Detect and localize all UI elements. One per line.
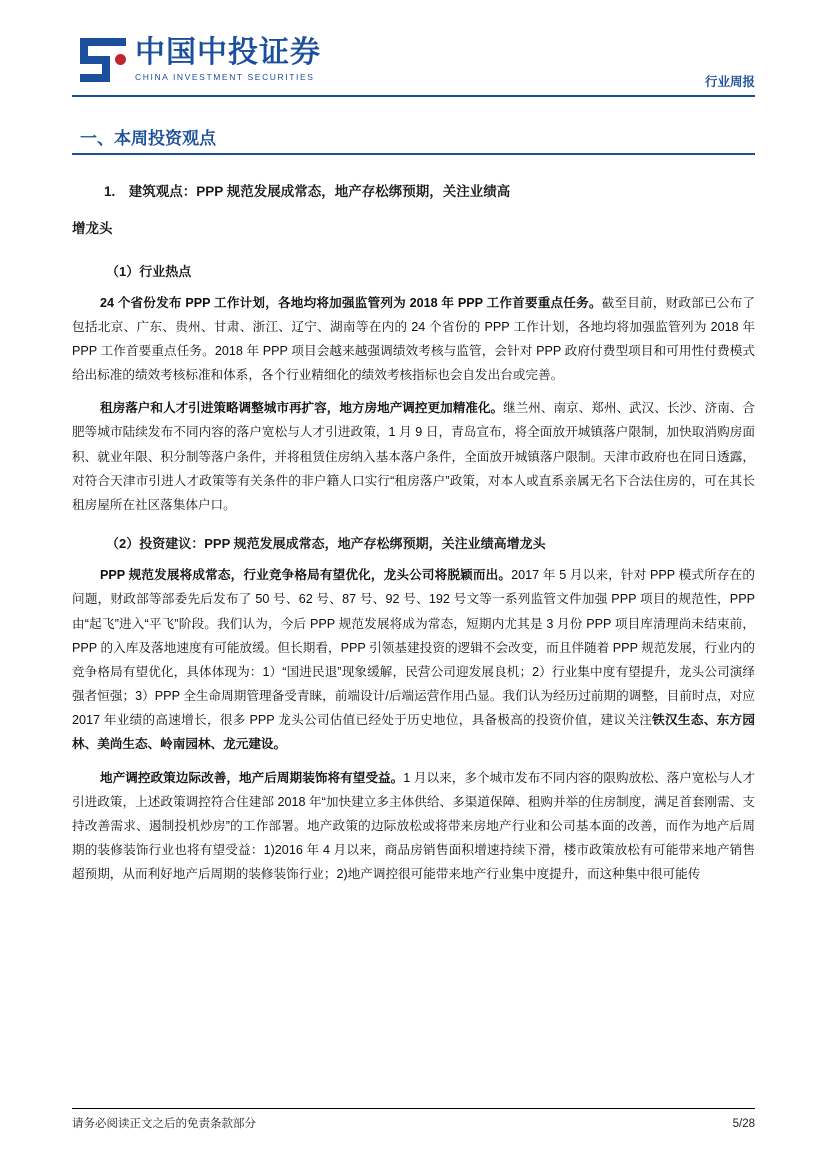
company-logo — [80, 38, 321, 82]
paragraph-household-policy — [72, 396, 755, 517]
paragraph-household-policy-lead: 租房落户和人才引进策略调整城市再扩容，地方房地产调控更加精准化。 — [100, 401, 504, 416]
paragraph-ppp-plans-rest: 截至目前，财政部已公布了包括北京、广东、贵州、甘肃、浙江、辽宁、湖南等在内的 24 个省份的 PPP 工作计划，各地均将加强监管列为 2018 年 PPP 工作首要重点任务。2018 年 PPP 项目会越来越强调绩效考核与监管，会针对 PPP 政府付费型项目和可用性付费模式给出标准的绩效考核标准和体系，各个行业精细化的绩效考核指标也会自发出台或完善。 — [72, 295, 755, 383]
page-header — [72, 34, 755, 108]
footer-divider — [72, 1108, 755, 1109]
page-footer — [72, 1108, 755, 1131]
paragraph-ppp-normalization-rest: 2017 年 5 月以来，针对 PPP 模式所存在的问题，财政部等部委先后发布了 50 号、62 号、87 号、92 号、192 号文等一系列监管文件加强 PPP 项目的规范性，PPP 由“起飞”进入“平飞”阶段。我们认为，今后 PPP 规范发展将成为常态，短期内尤其是 3 月份 PPP 项目库清理尚未结束前，PPP 的入库及落地速度有可能放缓。但长期看，PPP 引领基建投资的逻辑不会改变，而且伴随着 PPP 规范发展，行业内的竞争格局有望优化，具体体现为：1）“国进民退”现象缓解，民营公司迎发展良机；2）行业集中度有望提升，龙头公司演绎强者恒强；3）PPP 全生命周期管理备受青睐，前端设计/后端运营作用凸显。我们认为经历过前期的调整，目前时点，对应 2017 年业绩的高速增长，很多 PPP 龙头公司估值已经处于历史地位，具备极高的投资价值，建议关注 — [72, 568, 755, 728]
recommended-stocks: 铁汉生态、东方园林、美尚生态、岭南园林、龙元建设。 — [72, 713, 755, 752]
paragraph-household-policy-rest: 继兰州、南京、郑州、武汉、长沙、济南、合肥等城市陆续发布不同内容的落户宽松与人才引进政策，1 月 9 日，青岛宣布，将全面放开城镇落户限制，加快取消购房面积、就业年限、积分制等落户条件，并将租赁住房纳入基本落户条件，全面放开城镇落户限制。天津市政府也在同日透露，对符合天津市引进人才政策等有关条件的非户籍人口实行“租房落户”政策，对本人或直系亲属无名下合法住房的，可在其长租房屋所在社区落集体户口。 — [72, 401, 755, 512]
footer-page-number: 5/28 — [732, 1118, 755, 1130]
paragraph-ppp-normalization — [72, 563, 755, 756]
heading-investment-advice: （2）投资建议：PPP 规范发展成常态，地产存松绑预期，关注业绩高增龙头 — [106, 536, 546, 552]
heading-建筑观点-line1: 1. 建筑观点：PPP 规范发展成常态，地产存松绑预期，关注业绩高 — [104, 183, 511, 199]
paragraph-property-policy-lead: 地产调控政策边际改善，地产后周期装饰将有望受益。 — [100, 770, 404, 785]
header-divider — [72, 95, 755, 97]
logo-mark-icon — [80, 38, 126, 82]
paragraph-ppp-normalization-lead: PPP 规范发展将成常态，行业竞争格局有望优化，龙头公司将脱颖而出。 — [100, 568, 512, 583]
section-divider — [72, 153, 755, 155]
document-type-label: 行业周报 — [704, 75, 755, 89]
logo-text — [135, 38, 321, 82]
logo-name-en: CHINA INVESTMENT SECURITIES — [135, 72, 315, 83]
logo-name-cn: 中国中投证券 — [135, 36, 321, 70]
paragraph-property-policy-rest: 1 月以来，多个城市发布不同内容的限购放松、落户宽松与人才引进政策，上述政策调控符合住建部 2018 年“加快建立多主体供给、多渠道保障、租购并举的住房制度，满足首套刚需、支持改善需求、遏制投机炒房”的工作部署。地产政策的边际放松或将带来房地产行业和公司基本面的改善，而作为地产后周期的装修装饰行业也将有望受益：1)2016 年 4 月以来，商品房销售面积增速持续下滑，楼市政策放松有可能带来地产销售超预期，从而利好地产后周期的装修装饰行业；2)地产调控很可能带来地产行业集中度提升，而这种集中很可能传 — [72, 770, 755, 882]
paragraph-ppp-plans — [72, 291, 755, 388]
heading-industry-hotspot: （1）行业热点 — [106, 263, 192, 279]
heading-建筑观点-line2: 增龙头 — [72, 220, 113, 236]
paragraph-property-policy — [72, 766, 755, 887]
paragraph-ppp-plans-lead: 24 个省份发布 PPP 工作计划，各地均将加强监管列为 2018 年 PPP 工作首要重点任务。 — [100, 295, 602, 310]
page-title: 一、本周投资观点 — [80, 129, 216, 148]
footer-disclaimer: 请务必阅读正文之后的免责条款部分 — [72, 1118, 256, 1130]
